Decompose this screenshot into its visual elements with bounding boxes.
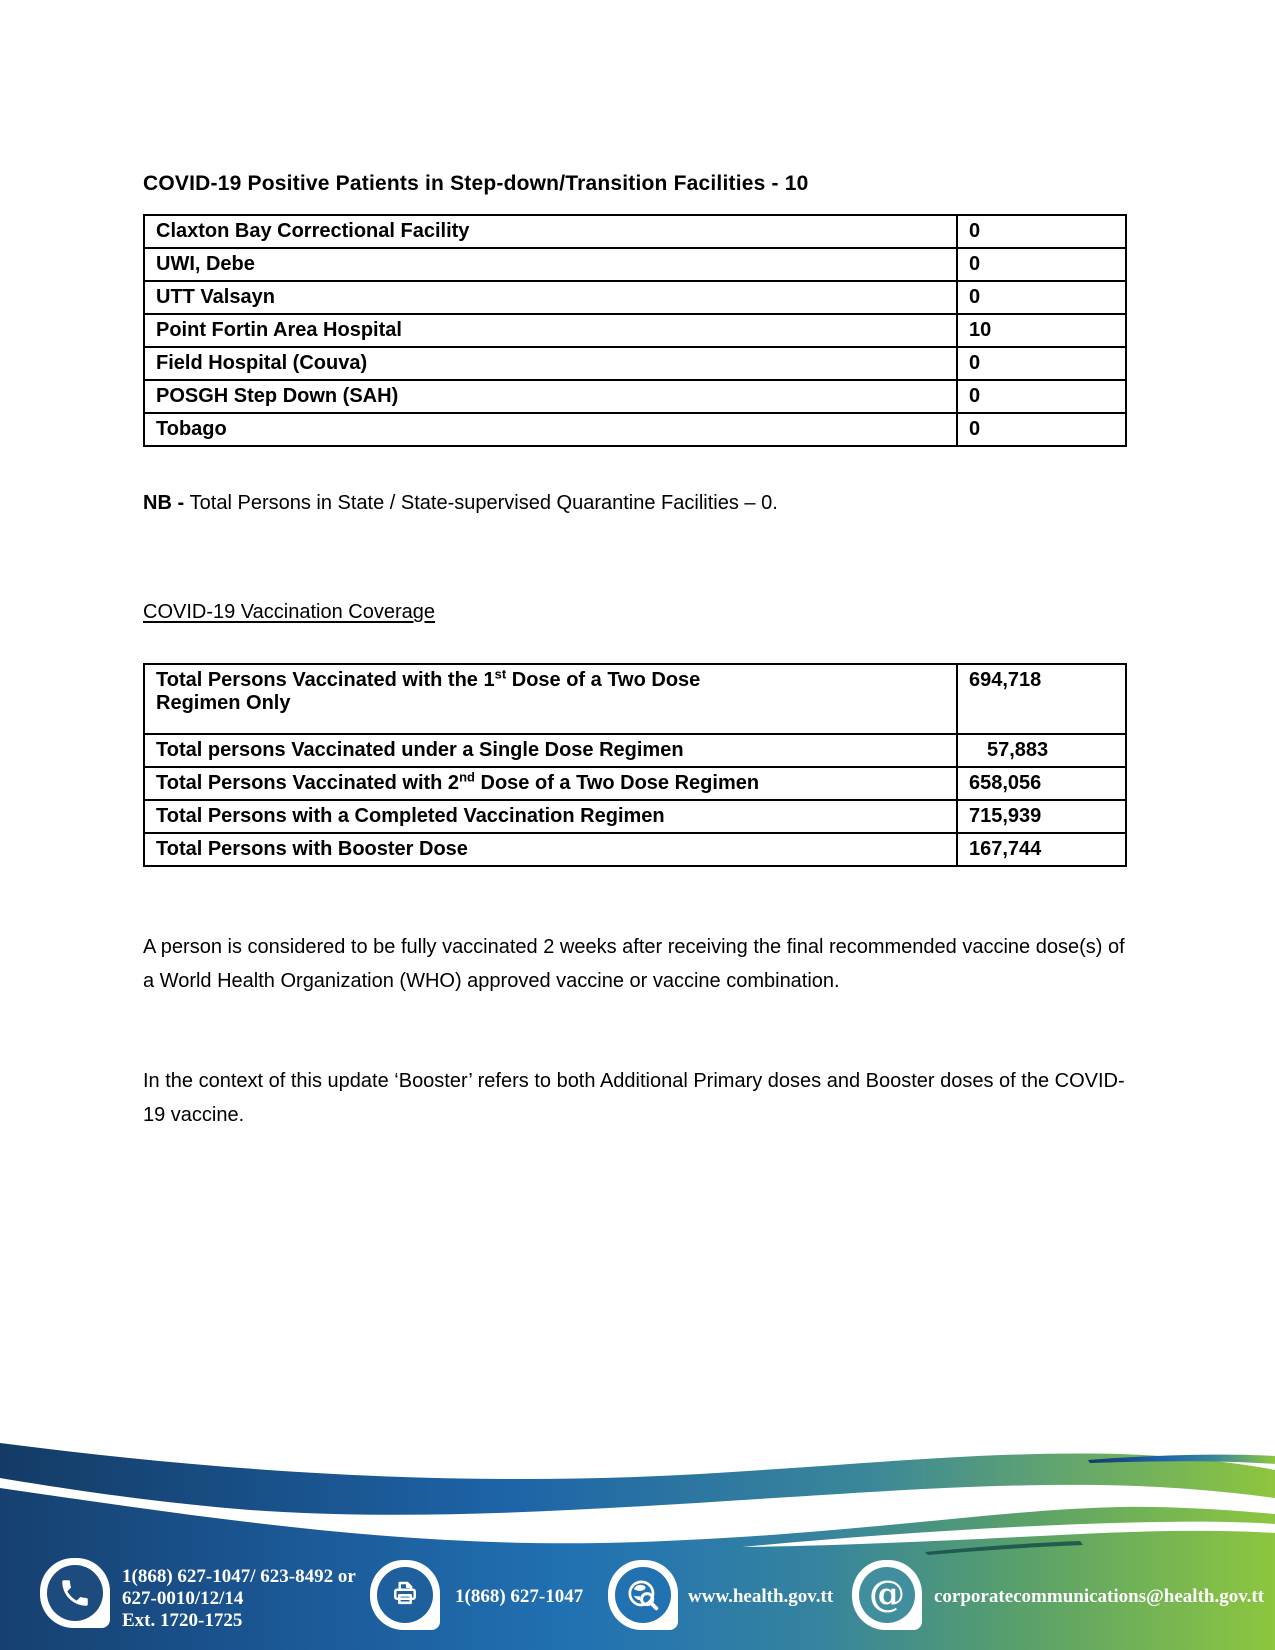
phone-numbers: 1(868) 627-1047/ 623-8492 or 627-0010/12/14 Ext. 1720-1725 xyxy=(122,1566,356,1631)
facility-count: 0 xyxy=(957,347,1126,380)
facility-count: 0 xyxy=(957,413,1126,446)
facility-name: UWI, Debe xyxy=(144,248,957,281)
wave-upper-band xyxy=(0,1443,1275,1515)
table-row xyxy=(144,248,1126,281)
globe-glyph xyxy=(624,1576,662,1614)
email-address: corporatecommunications@health.gov.tt xyxy=(934,1586,1265,1607)
facility-name: UTT Valsayn xyxy=(144,281,957,314)
vaccination-metric: Total Persons Vaccinated with 2nd Dose of a Two Dose Regimen xyxy=(144,767,957,800)
booster-definition-note: In the context of this update ‘Booster’ refers to both Additional Primary doses and Booster doses of the COVID-19 vaccine. xyxy=(143,1070,1125,1126)
facility-name: Point Fortin Area Hospital xyxy=(144,314,957,347)
vaccination-count: 57,883 xyxy=(957,734,1126,767)
table-row xyxy=(144,347,1126,380)
phone-handset-glyph xyxy=(58,1576,92,1610)
vaccination-metric: Total Persons Vaccinated with the 1st Dose of a Two Dose Regimen Only xyxy=(144,664,957,734)
table-row xyxy=(144,734,1126,767)
vaccination-count: 658,056 xyxy=(957,767,1126,800)
email-icon xyxy=(852,1560,922,1630)
fax-icon xyxy=(370,1560,440,1630)
facility-count: 0 xyxy=(957,380,1126,413)
table-row xyxy=(144,800,1126,833)
nb-text: Total Persons in State / State-supervised Quarantine Facilities – 0. xyxy=(189,492,778,514)
facility-name: Tobago xyxy=(144,413,957,446)
website-url: www.health.gov.tt xyxy=(688,1586,834,1607)
nb-prefix: NB - xyxy=(143,492,190,514)
table-row xyxy=(144,215,1126,248)
table-row xyxy=(144,314,1126,347)
at-sign-glyph: @ xyxy=(869,1573,905,1615)
facility-count: 0 xyxy=(957,248,1126,281)
facility-name: Field Hospital (Couva) xyxy=(144,347,957,380)
website-contact xyxy=(608,1560,678,1630)
vaccination-count: 694,718 xyxy=(957,664,1126,734)
nb-note xyxy=(143,492,1143,515)
facility-count: 10 xyxy=(957,314,1126,347)
table-row xyxy=(144,664,1126,734)
phone-contact xyxy=(40,1558,110,1628)
table-row xyxy=(144,413,1126,446)
vaccination-coverage-table xyxy=(143,663,1127,867)
table-row xyxy=(144,281,1126,314)
globe-icon xyxy=(608,1560,678,1630)
facility-name: POSGH Step Down (SAH) xyxy=(144,380,957,413)
stepdown-facilities-table xyxy=(143,214,1127,447)
facility-count: 0 xyxy=(957,281,1126,314)
vaccination-metric: Total Persons with Booster Dose xyxy=(144,833,957,866)
fully-vaccinated-note: A person is considered to be fully vaccinated 2 weeks after receiving the final recommended vaccine dose(s) of a World Health Organization (WHO) approved vaccine or vaccine combination. xyxy=(143,936,1125,992)
printer-glyph xyxy=(387,1577,423,1613)
vaccination-metric: Total persons Vaccinated under a Single Dose Regimen xyxy=(144,734,957,767)
email-contact xyxy=(852,1560,922,1630)
fax-number: 1(868) 627-1047 xyxy=(455,1586,584,1607)
vaccination-count: 715,939 xyxy=(957,800,1126,833)
table-row xyxy=(144,380,1126,413)
vaccination-count: 167,744 xyxy=(957,833,1126,866)
stepdown-table-title: COVID-19 Positive Patients in Step-down/Transition Facilities - 10 xyxy=(143,172,809,195)
phone-icon xyxy=(40,1558,110,1628)
ordinal-suffix: nd xyxy=(459,769,475,785)
ordinal-suffix: st xyxy=(494,666,507,682)
vaccination-metric: Total Persons with a Completed Vaccination Regimen xyxy=(144,800,957,833)
table-row xyxy=(144,833,1126,866)
vaccination-coverage-heading: COVID-19 Vaccination Coverage xyxy=(143,601,435,623)
fax-contact xyxy=(370,1560,440,1630)
facility-name: Claxton Bay Correctional Facility xyxy=(144,215,957,248)
table-row xyxy=(144,767,1126,800)
facility-count: 0 xyxy=(957,215,1126,248)
